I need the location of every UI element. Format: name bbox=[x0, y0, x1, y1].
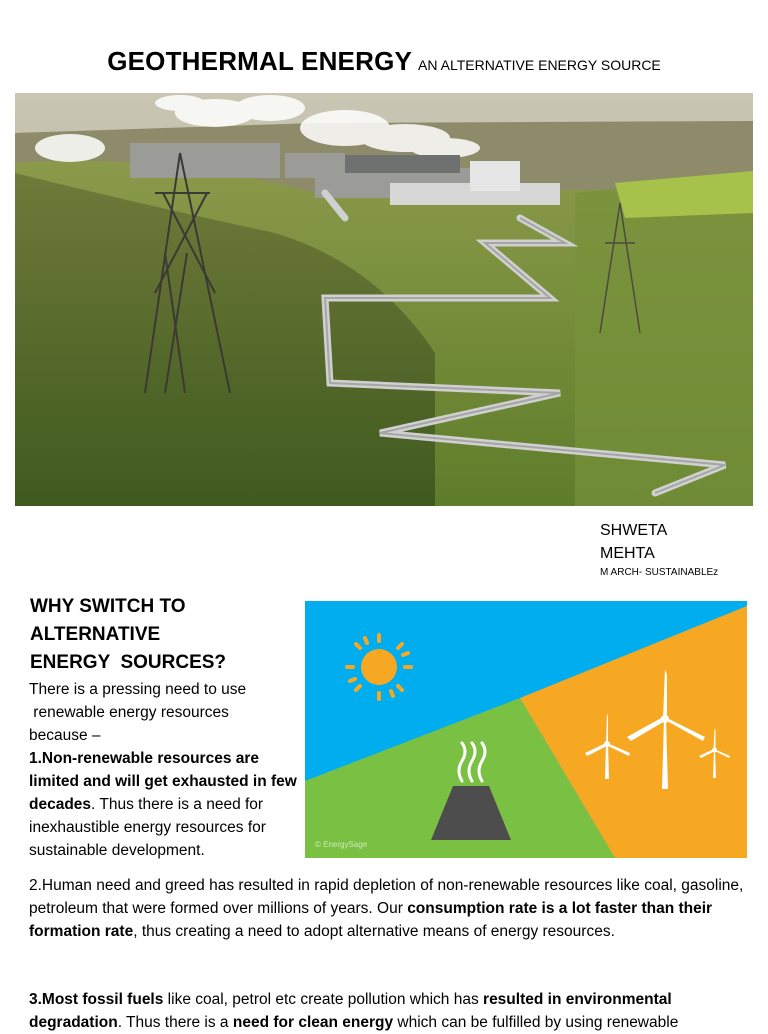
para2-text-1: 2.Human need and greed has resulted in rapid depletion of non-renewable resources like coal, gasoline, petroleum that were formed over millions of years. Our bbox=[29, 877, 744, 917]
heading-line-2: ALTERNATIVE bbox=[30, 624, 161, 645]
energy-sources-illustration bbox=[305, 601, 747, 858]
point-1 bbox=[29, 747, 301, 862]
author-block bbox=[600, 519, 718, 581]
graphic-watermark: © EnergySage bbox=[315, 840, 368, 849]
title-subtitle: AN ALTERNATIVE ENERGY SOURCE bbox=[418, 57, 661, 73]
para3-emphasis-2: resulted in environmental degradation bbox=[29, 991, 672, 1031]
para3-emphasis-1: 3.Most fossil fuels bbox=[29, 991, 164, 1008]
point-1-emphasis: 1.Non-renewable resources are limited and will get exhausted in few decades bbox=[29, 750, 297, 813]
para3-text-1: like coal, petrol etc create pollution which has bbox=[163, 991, 484, 1008]
author-affiliation: M ARCH- SUSTAINABLEz bbox=[600, 567, 719, 578]
point-1-text: . Thus there is a need for inexhaustible energy resources for sustainable development. bbox=[29, 796, 266, 859]
para2-text-2: , thus creating a need to adopt alternative means of energy resources. bbox=[133, 923, 615, 940]
para3-text-2: . Thus there is a bbox=[117, 1014, 233, 1031]
intro-line-3: because – bbox=[29, 727, 101, 744]
section-heading bbox=[30, 593, 290, 677]
intro-line-1: There is a pressing need to use bbox=[29, 681, 247, 698]
intro-line-2: renewable energy resources bbox=[29, 704, 229, 721]
heading-line-1: WHY SWITCH TO bbox=[30, 596, 186, 617]
paragraph-2 bbox=[29, 874, 751, 943]
paragraph-3 bbox=[29, 988, 751, 1034]
heading-line-3: ENERGY SOURCES? bbox=[30, 652, 227, 673]
intro-text bbox=[29, 678, 301, 862]
author-first-name: SHWETA bbox=[600, 522, 668, 539]
document-title bbox=[0, 46, 768, 77]
geothermal-plant-photo bbox=[15, 93, 753, 506]
para3-emphasis-3: need for clean energy bbox=[232, 1014, 394, 1031]
author-last-name: MEHTA bbox=[600, 545, 655, 562]
para3-text-3: which can be fulfilled by using renewable bbox=[393, 1014, 679, 1031]
title-main: GEOTHERMAL ENERGY bbox=[107, 46, 413, 76]
para2-emphasis: consumption rate is a lot faster than their formation rate bbox=[29, 900, 713, 940]
